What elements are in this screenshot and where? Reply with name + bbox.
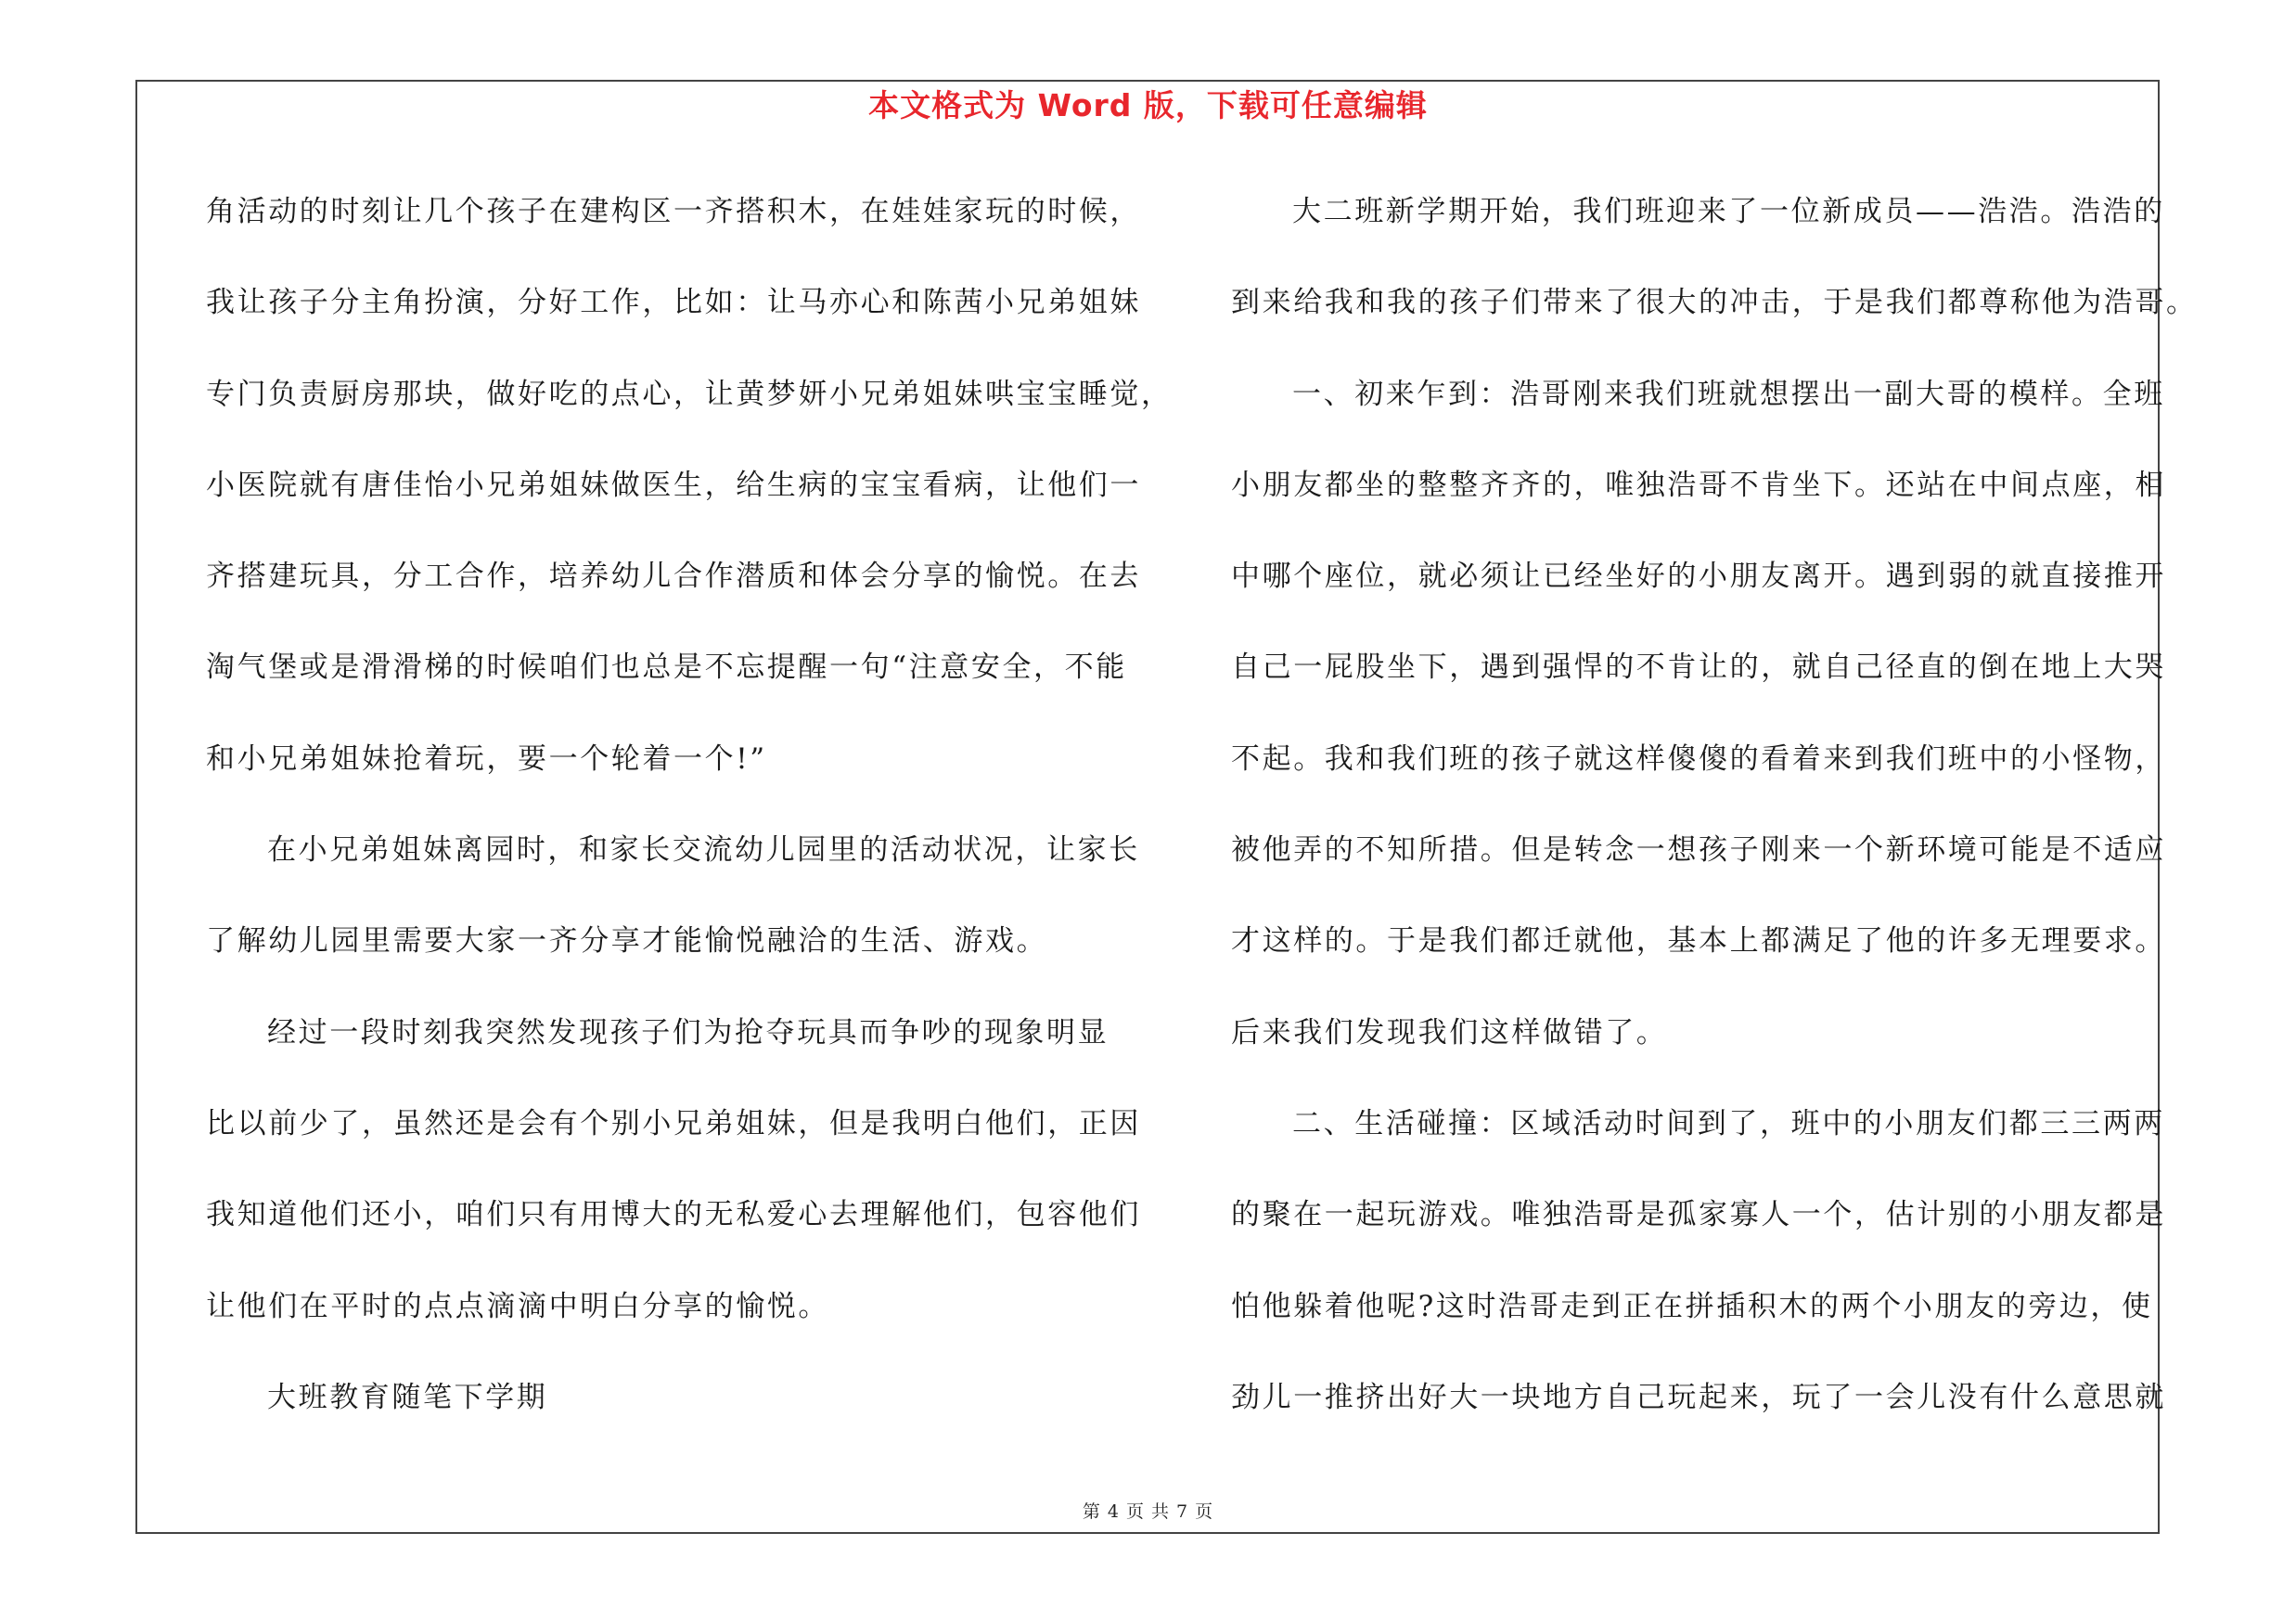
left-text-column [206,184,1173,1461]
text-line: 后来我们发现我们这样做错了。 [1231,1015,1668,1050]
text-line: 二、生活碰撞：区域活动时间到了，班中的小朋友们都三三两两 [1292,1106,2165,1140]
text-line: 让他们在平时的点点滴滴中明白分享的愉悦。 [206,1289,829,1323]
text-line: 才这样的。于是我们都迁就他，基本上都满足了他的许多无理要求。 [1231,924,2166,959]
text-line: 劲儿一推挤出好大一块地方自己玩起来，玩了一会儿没有什么意思就 [1231,1380,2166,1414]
text-line: 小朋友都坐的整整齐齐的，唯独浩哥不肯坐下。还站在中间点座，相 [1231,468,2166,502]
text-line: 中哪个座位，就必须让已经坐好的小朋友离开。遇到弱的就直接推开 [1231,560,2166,594]
text-line: 齐搭建玩具，分工合作，培养幼儿合作潜质和体会分享的愉悦。在去 [206,560,1141,594]
text-line: 小医院就有唐佳怡小兄弟姐妹做医生，给生病的宝宝看病，让他们一 [206,468,1141,502]
text-line: 我让孩子分主角扮演，分好工作，比如：让马亦心和陈茜小兄弟姐妹 [206,286,1141,320]
text-line: 到来给我和我的孩子们带来了很大的冲击，于是我们都尊称他为浩哥。 [1231,286,2198,320]
document-banner: 本文格式为 Word 版，下载可任意编辑 [868,87,1428,123]
text-line: 大二班新学期开始，我们班迎来了一位新成员——浩浩。浩浩的 [1292,195,2165,228]
text-line: 的聚在一起玩游戏。唯独浩哥是孤家寡人一个，估计别的小朋友都是 [1231,1198,2166,1232]
text-line: 我知道他们还小，咱们只有用博大的无私爱心去理解他们，包容他们 [206,1198,1141,1232]
text-line: 被他弄的不知所措。但是转念一想孩子刚来一个新环境可能是不适应 [1231,833,2166,868]
text-line: 比以前少了，虽然还是会有个别小兄弟姐妹，但是我明白他们，正因 [206,1106,1141,1140]
text-line: 角活动的时刻让几个孩子在建构区一齐搭积木，在娃娃家玩的时候， [206,195,1141,228]
text-line: 经过一段时刻我突然发现孩子们为抢夺玩具而争吵的现象明显 [267,1015,1110,1050]
text-line: 了解幼儿园里需要大家一齐分享才能愉悦融洽的生活、游戏。 [206,924,1048,959]
text-line: 自己一屁股坐下，遇到强悍的不肯让的，就自己径直的倒在地上大哭 [1231,650,2166,685]
text-line: 在小兄弟姐妹离园时，和家长交流幼儿园里的活动状况，让家长 [267,833,1140,868]
text-line: 一、初来乍到：浩哥刚来我们班就想摆出一副大哥的模样。全班 [1292,377,2165,411]
text-line: 淘气堡或是滑滑梯的时候咱们也总是不忘提醒一句“注意安全，不能 [206,650,1127,685]
text-line: 不起。我和我们班的孩子就这样傻傻的看着来到我们班中的小怪物， [1231,741,2166,776]
text-line: 怕他躲着他呢?这时浩哥走到正在拼插积木的两个小朋友的旁边，使 [1231,1289,2153,1323]
text-line: 和小兄弟姐妹抢着玩，要一个轮着一个!” [206,741,767,776]
right-text-column [1231,184,2205,1461]
page-number: 第 4 页 共 7 页 [1082,1501,1214,1522]
text-line: 大班教育随笔下学期 [267,1380,548,1414]
text-line: 专门负责厨房那块，做好吃的点心，让黄梦妍小兄弟姐妹哄宝宝睡觉， [206,377,1173,411]
